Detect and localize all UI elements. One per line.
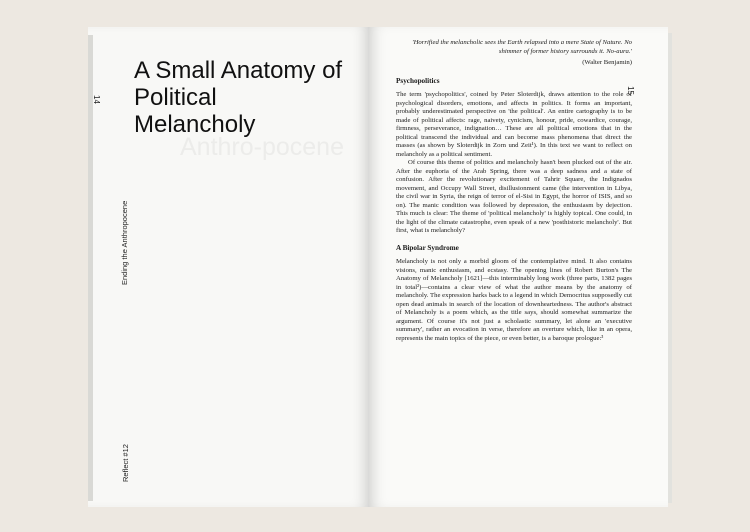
paragraph: The term 'psychopolitics', coined by Peter Sloterdijk, draws attention to the role of psychological disorders, emotions, and affects in politics. It forms an important, probably underestimated perspective on 'the political'. An entire cartography is to be made of political affects: rage, naivety, cynicism, honour, pride, cowardice, courage, firmness, perseverance, indignation… These are all political emotions that in the political transcend the individual and can become mass phenomena that direct the masses (as shown by Sloterdijk in Zorn und Zeit¹). In this text we want to reflect on melancholy as a political sentiment. <box>396 91 632 158</box>
epigraph: 'Horrified the melancholic sees the Earth relapsed into a mere State of Nature. No shimmer of former history surrounds it. No-aura.' <box>412 39 632 55</box>
section-heading-bipolar-syndrome: A Bipolar Syndrome <box>396 243 459 252</box>
left-page <box>88 27 368 507</box>
paragraph: Of course this theme of politics and melancholy hasn't been plucked out of the air. After the euphoria of the Arab Spring, there was a deep sadness and a state of confusion. After the revolutionary excitement of Tahrir Square, the Indignados movement, and Occupy Wall Street, disillusionment came (the intervention in Libya, the civil war in Syria, the reign of terror of el-Sisi in Egypt, the horror of ISIS, and so on). The manic condition was followed by depression, the enthusiasm by dejection. This much is clear: The theme of 'political melancholy' is highly topical. One could, in the light of the climate catastrophe, even speak of a new 'posthistoric melancholy'. But first, what is melancholy? <box>396 159 632 234</box>
page-number-right: 15 <box>626 86 635 95</box>
right-page <box>368 27 668 507</box>
page-edge <box>668 33 672 503</box>
section-heading-psychopolitics: Psychopolitics <box>396 76 440 85</box>
open-book <box>88 27 668 507</box>
paragraph: Melancholy is not only a morbid gloom of the contemplative mind. It also contains visions, manic enthusiasm, and ecstasy. The opening lines of Robert Burton's The Anatomy of Melancholy [1621]—this interminably long work (three parts, 1382 pages in total²)—contains a clear view of what the author means by the anatomy of melancholy. The expression harks back to a legend in which Democritus supposedly cut open dead animals in search of the location of downheartedness. The author's abstract of Melancholy is a poem which, as the title says, should somewhat summarize the argument. Of course it's not just a scholastic summary, let alone an 'executive summary', rather an evocation in verse, therefore an overture which, like in an opera, represents the main topics of the piece, or even better, is a baroque prologue:³ <box>396 258 632 342</box>
page-number-left: 14 <box>92 95 101 104</box>
epigraph-author: (Walter Benjamin) <box>582 59 632 66</box>
show-through-text: Anthro-pocene <box>179 133 344 161</box>
body-text <box>396 39 632 343</box>
running-title: Ending the Anthropocene <box>120 200 129 285</box>
page-edge <box>88 35 93 501</box>
series-label: Reflect #12 <box>121 444 130 482</box>
chapter-title: A Small Anatomy of Political Melancholy <box>134 57 343 138</box>
